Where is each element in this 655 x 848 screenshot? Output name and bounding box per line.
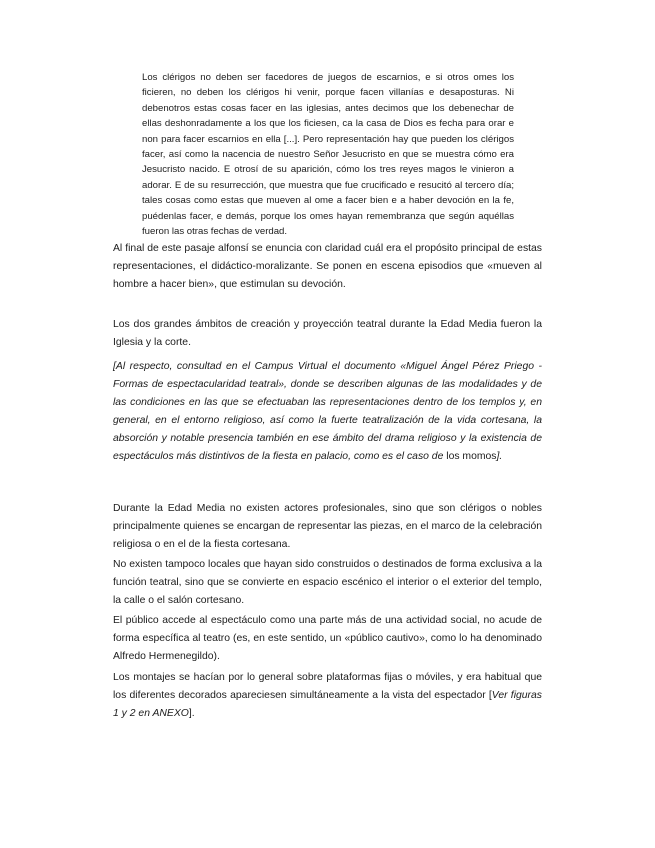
alfonsine-quote: Los clérigos no deben ser facedores de juegos de escarnios, e si otros omes los ficieren, no deben los clérigos hi venir, porque facen villanías e desaposturas. Ni debenotros estas cosas facer en las iglesias, antes decimos que los debenechar de ellas deshonradamente a los que los ficiesen, ca la casa de Dios es fecha para orar e non para facer escarnios en ella [...]. Pero representación hay que pueden los clérigos facer, así como la nacencia de nuestro Señor Jesucristo en que se muestra cómo era Jesucristo nacido. E otrosí de su aparición, cómo los tres reyes magos le vinieron a adorar. E de su resurrección, que muestra que fue crucificado e resucitó al tercero día; tales cosas como estas que mueven al ome a facer bien e a haber devoción en la fe, puédenlas facer, e demás, porque los omes hayan remembranza que según aquéllas fueron las otras fechas de verdad. xyxy=(142,72,514,238)
paragraph-purpose: Al final de este pasaje alfonsí se enuncia con claridad cuál era el propósito principal de estas representaciones, el didáctico-moralizante. Se ponen en escena episodios que «mueven al hombre a hacer bien», que estimulan su devoción. xyxy=(113,243,542,290)
paragraph-campus-note xyxy=(113,358,542,466)
campus-note-text: [Al respecto, consultad en el Campus Virtual el documento «Miguel Ángel Pérez Priego - Formas de espectacularidad teatral», donde se describen algunas de las modalidades y de las condiciones en las que se efectuaban las representaciones dentro de los templos y, en general, en el entorno religioso, así como la fuerte teatralización de la vida cortesana, la absorción y notable presencia también en ese ámbito del drama religioso y la existencia de espectáculos más distintivos de la fiesta en palacio, como es el caso de xyxy=(113,361,542,462)
paragraph-actors: Durante la Edad Media no existen actores profesionales, sino que son clérigos o nobles principalmente quienes se encargan de representar las piezas, en el marco de la celebración religiosa o en el de la fiesta cortesana. xyxy=(113,503,542,550)
paragraph-ambitos: Los dos grandes ámbitos de creación y proyección teatral durante la Edad Media fueron la Iglesia y la corte. xyxy=(113,319,542,348)
paragraph-audience: El público accede al espectáculo como una parte más de una actividad social, no acude de forma específica al teatro (es, en este sentido, un «público cautivo», como lo ha denominado Alfredo Hermenegildo). xyxy=(113,615,542,662)
paragraph-venues: No existen tampoco locales que hayan sido construidos o destinados de forma exclusiva a la función teatral, sino que se convierte en espacio escénico el interior o el exterior del templo, la calle o el salón cortesano. xyxy=(113,559,542,606)
staging-text: Los montajes se hacían por lo general sobre plataformas fijas o móviles, y era habitual que los diferentes decorados apareciesen simultáneamente a la vista del espectador [ xyxy=(113,672,542,701)
annex-reference: Ver figuras 1 y 2 en ANEXO xyxy=(113,690,542,719)
campus-note-end: ]. xyxy=(496,451,503,462)
paragraph-staging xyxy=(113,669,542,723)
staging-end: ]. xyxy=(188,708,195,719)
campus-note-momos: los momos xyxy=(446,451,497,462)
